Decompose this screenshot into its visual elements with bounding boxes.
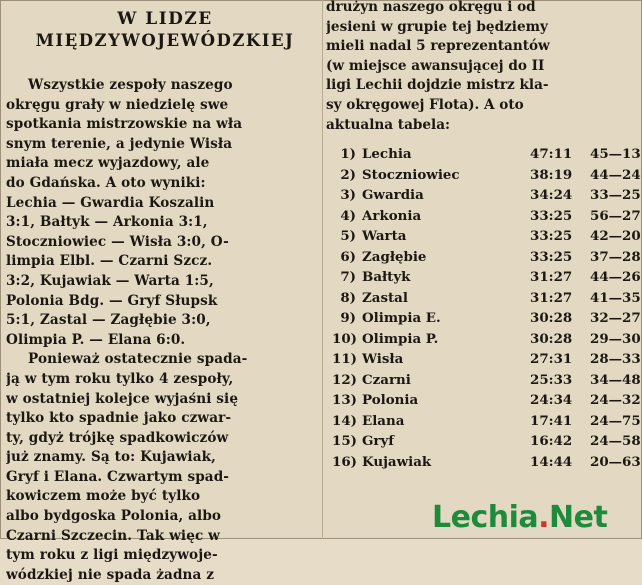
left-text-line: Ponieważ ostatecznie spada- [28,351,248,368]
table-goals: 24—32 [590,392,641,408]
left-text-line: spotkania mistrzowskie na wła [6,116,243,133]
table-points: 38:19 [530,166,573,183]
headline-line-2: MIĘDZYWOJEWÓDZKIEJ [35,31,295,50]
table-points: 33:25 [530,248,573,265]
table-goals: 29—30 [590,330,641,347]
table-team: Warta [362,228,407,244]
lechia-net-watermark-logo [432,500,607,535]
table-row [332,187,641,208]
left-text-line: Stoczniowiec — Wisła 3:0, O- [6,233,229,250]
table-team: Bałtyk [362,269,411,285]
right-text-line: mieli nadal 5 reprezentantów [326,38,550,55]
left-text-line: już znamy. Są to: Kujawiak, [6,449,216,466]
table-row [332,228,641,249]
table-row [332,269,641,290]
table-points: 47:11 [530,146,573,162]
table-position: 11) [332,351,357,367]
table-position: 2) [340,166,356,183]
table-row [332,146,641,167]
table-team: Stoczniowiec [362,166,460,183]
headline-line-1: W LIDZE [117,9,213,29]
table-position: 12) [332,371,357,388]
table-points: 16:42 [530,433,573,449]
right-column [326,0,641,539]
table-row [332,351,641,372]
right-text-line: (w miejsce awansującej do II [326,57,545,74]
left-text-line: Lechia — Gwardia Koszalin [6,194,215,211]
left-text-line: do Gdańska. A oto wyniki: [6,174,206,191]
table-goals: 44—26 [590,269,641,285]
logo-part-2: Net [549,500,608,535]
table-row [332,248,641,270]
table-goals: 32—27 [590,310,641,326]
table-team: Polonia [362,392,419,408]
table-row [332,166,641,188]
table-team: Olimpia E. [362,310,441,326]
table-position: 3) [340,187,356,203]
table-position: 14) [332,412,357,429]
table-goals: 24—58 [590,433,641,449]
table-goals: 44—24 [590,166,641,183]
left-text-line: Olimpia P. — Elana 6:0. [6,331,186,348]
table-position: 6) [340,248,356,265]
table-goals: 42—20 [590,228,641,244]
table-points: 14:44 [530,453,573,470]
table-team: Lechia [362,146,412,162]
left-text-line: Gryf i Elana. Czwartym spad- [6,468,230,485]
table-goals: 28—33 [590,351,641,367]
left-text-line: wódzkiej nie spada żadna z [6,566,215,583]
table-points: 27:31 [530,351,573,367]
table-row [332,412,641,434]
table-row [332,433,641,454]
column-divider [322,0,323,539]
right-text-line: sy okręgowej Flota). A oto [326,96,524,113]
table-position: 15) [332,433,357,449]
table-goals: 20—63 [590,453,641,470]
table-position: 1) [340,146,356,162]
table-team: Wisła [362,351,404,367]
logo-part-1: Lechia [432,500,539,535]
table-position: 13) [332,392,357,408]
right-text-line: ligi Lechii dojdzie mistrz kla- [326,77,549,94]
table-row [332,207,641,229]
left-text-line: okręgu grały w niedzielę swe [6,96,229,113]
table-position: 5) [340,228,356,244]
logo-dot: . [538,500,550,535]
table-row [332,289,641,311]
left-text-line: Polonia Bdg. — Gryf Słupsk [6,292,218,309]
table-position: 10) [332,330,357,347]
table-goals: 24—75 [590,412,641,429]
table-position: 4) [340,207,356,224]
table-row [332,371,641,393]
table-row [332,310,641,331]
left-text-line: tylko kto spadnie jako czwar- [6,410,232,427]
left-text-line: snym terenie, a jedynie Wisła [6,135,233,152]
table-points: 31:27 [530,289,573,306]
table-team: Gwardia [362,187,424,203]
table-position: 7) [340,269,356,285]
table-goals: 41—35 [590,289,641,306]
article-body-left [6,76,324,585]
table-team: Czarni [362,371,411,388]
table-points: 33:25 [530,228,573,244]
left-text-line: albo bydgoska Polonia, albo [6,508,222,525]
table-points: 31:27 [530,269,573,285]
league-table [332,146,641,474]
article-headline [6,8,324,52]
table-team: Olimpia P. [362,330,439,347]
table-goals: 34—48 [590,371,641,388]
table-team: Zagłębie [362,248,427,265]
table-points: 25:33 [530,371,573,388]
table-points: 30:28 [530,310,573,326]
left-text-line: Czarni Szczecin. Tak więc w [6,527,220,544]
left-text-line: Wszystkie zespoły naszego [28,77,233,93]
left-text-line: ty, gdyż trójkę spadkowiczów [6,429,229,446]
left-text-line: 3:1, Bałtyk — Arkonia 3:1, [6,214,208,231]
table-position: 9) [340,310,356,326]
table-goals: 45—13 [590,146,641,162]
table-goals: 37—28 [590,248,641,265]
left-text-line: ją w tym roku tylko 4 zespoły, [6,370,234,387]
table-row [332,453,641,475]
table-points: 17:41 [530,412,573,429]
right-text-line: drużyn naszego okręgu i od [326,0,536,15]
left-text-line: limpia Elbl. — Czarni Szcz. [6,253,213,270]
table-team: Elana [362,412,405,429]
left-column [6,0,324,583]
left-text-line: tym roku z ligi międzywoje- [6,547,218,564]
right-text-line: jesieni w grupie tej będziemy [326,18,548,35]
table-points: 24:34 [530,392,573,408]
table-position: 8) [340,289,356,306]
table-position: 16) [332,453,357,470]
table-team: Gryf [362,433,395,449]
article-body-right [326,0,636,135]
table-team: Kujawiak [362,453,432,470]
table-row [332,330,641,352]
table-goals: 56—27 [590,207,641,224]
table-row [332,392,641,413]
left-text-line: kowiczem może być tylko [6,488,201,505]
left-text-line: 5:1, Zastal — Zagłębie 3:0, [6,312,211,329]
left-text-line: w ostatniej kolejce wyjaśni się [6,390,239,407]
table-goals: 33—25 [590,187,641,203]
table-team: Arkonia [362,207,422,224]
table-points: 33:25 [530,207,573,224]
left-text-line: 3:2, Kujawiak — Warta 1:5, [6,272,214,289]
table-points: 30:28 [530,330,573,347]
table-team: Zastal [362,289,408,306]
left-text-line: miała mecz wyjazdowy, ale [6,155,210,172]
table-points: 34:24 [530,187,573,203]
right-text-line: aktualna tabela: [326,116,451,133]
